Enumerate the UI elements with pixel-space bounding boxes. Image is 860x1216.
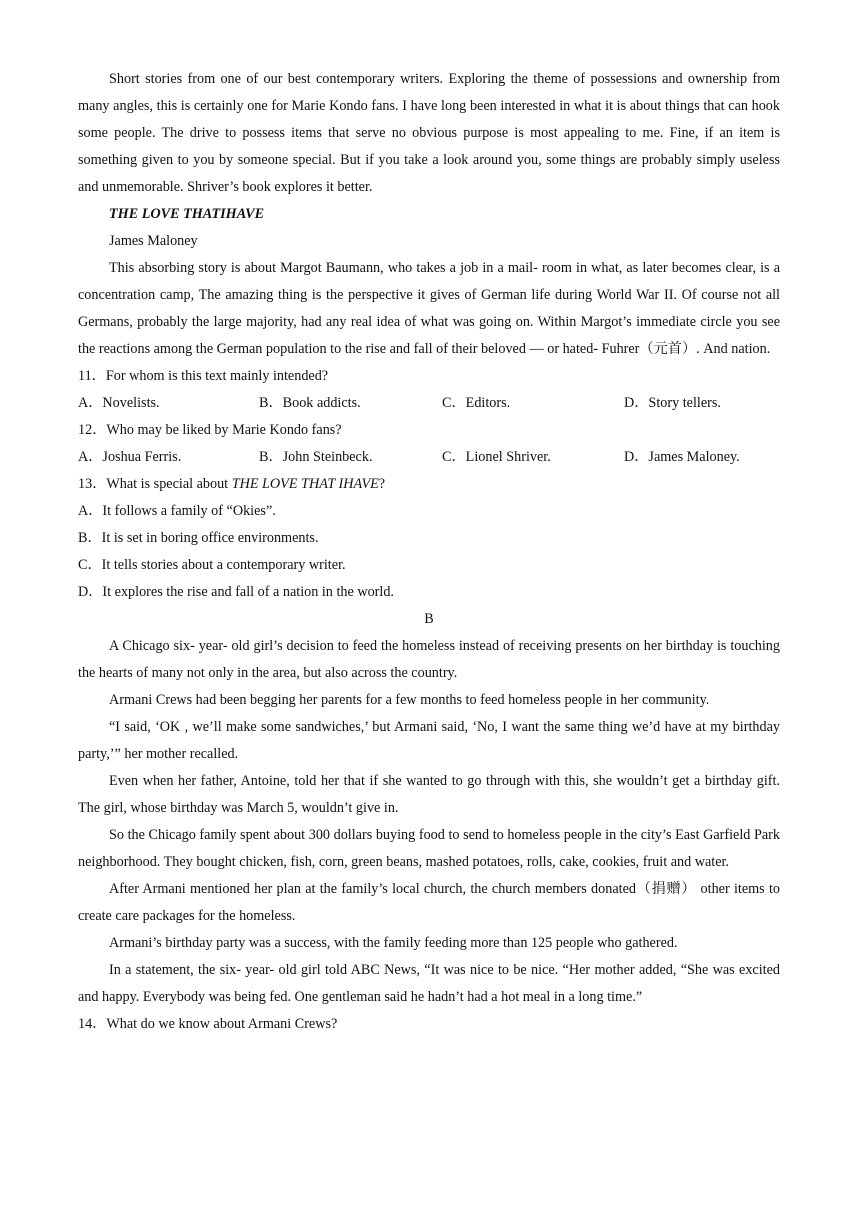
option-c: C．It tells stories about a contemporary writer. bbox=[78, 557, 346, 573]
option-b: B．Book addicts. bbox=[259, 395, 361, 411]
passage-b-paragraph: So the Chicago family spent about 300 dollars buying food to send to homeless people in the city’s East Garfield Park neighborhood. They bought chicken, fish, corn, green beans, mashed potatoes, rolls, cake, cookies, fruit and water. bbox=[78, 827, 780, 870]
passage-b-paragraph: Armani’s birthday party was a success, with the family feeding more than 125 people who gathered. bbox=[109, 935, 678, 951]
question-number: 12． bbox=[78, 422, 107, 438]
question-11-options bbox=[78, 390, 780, 417]
question-number: 11． bbox=[78, 368, 106, 384]
passage-b-paragraph: After Armani mentioned her plan at the family’s local church, the church members donated（捐赠） other items to create care packages for the homeless. bbox=[78, 881, 780, 924]
question-12 bbox=[78, 417, 780, 444]
option-d: D．James Maloney. bbox=[624, 449, 740, 465]
option-d: D．It explores the rise and fall of a nation in the world. bbox=[78, 584, 394, 600]
question-14 bbox=[78, 1011, 780, 1038]
question-11 bbox=[78, 363, 780, 390]
question-13 bbox=[78, 471, 780, 498]
question-text-suffix: ? bbox=[378, 476, 386, 492]
passage-a-paragraph-1: Short stories from one of our best contemporary writers. Exploring the theme of possessions and ownership from many angles, this is certainly one for Marie Kondo fans. I have long been interested in what it is about things that can hook some people. The drive to possess items that serve no obvious purpose is most appealing to me. Fine, if an item is something given to you by someone special. But if you take a look around you, some things are probably simply useless and unmemorable. Shriver’s book explores it better. bbox=[78, 71, 780, 195]
question-number: 14． bbox=[78, 1016, 107, 1032]
passage-b-paragraph: “I said, ‘OK , we’ll make some sandwiches,’ but Armani said, ‘No, I want the same thing we’d have at my birthday party,’” her mother recalled. bbox=[78, 719, 780, 762]
question-12-options bbox=[78, 444, 780, 471]
question-text-italic-title: THE LOVE THAT IHAVE bbox=[231, 476, 379, 492]
section-b-heading: B bbox=[424, 611, 434, 627]
passage-b-paragraph: Even when her father, Antoine, told her that if she wanted to go through with this, she wouldn’t get a birthday gift. The girl, whose birthday was March 5, wouldn’t give in. bbox=[78, 773, 780, 816]
passage-b-paragraph: Armani Crews had been begging her parents for a few months to feed homeless people in her community. bbox=[109, 692, 710, 708]
book-author: James Maloney bbox=[109, 233, 198, 249]
option-c: C．Lionel Shriver. bbox=[442, 449, 551, 465]
question-text: What do we know about Armani Crews? bbox=[106, 1016, 338, 1032]
option-a: A．Joshua Ferris. bbox=[78, 449, 182, 465]
question-number: 13． bbox=[78, 476, 107, 492]
question-text-prefix: What is special about bbox=[106, 476, 232, 492]
question-text: For whom is this text mainly intended? bbox=[105, 368, 329, 384]
passage-b-paragraph: A Chicago six- year- old girl’s decision to feed the homeless instead of receiving presents on her birthday is touching the hearts of many not only in the area, but also across the country. bbox=[78, 638, 780, 681]
option-d: D．Story tellers. bbox=[624, 395, 721, 411]
passage-a-paragraph-2: This absorbing story is about Margot Baumann, who takes a job in a mail- room in what, as later becomes clear, is a concentration camp, The amazing thing is the perspective it gives of German life during World War II. Of course not all Germans, probably the large majority, had any real idea of what was going on. Within Margot’s immediate circle you see the reactions among the German population to the rise and fall of their beloved — or hated- Fuhrer（元首）. And nation. bbox=[78, 260, 780, 357]
option-c: C．Editors. bbox=[442, 395, 511, 411]
book-title: THE LOVE THATIHAVE bbox=[109, 206, 265, 222]
option-a: A．It follows a family of “Okies”. bbox=[78, 503, 276, 519]
option-b: B．John Steinbeck. bbox=[259, 449, 373, 465]
question-text: Who may be liked by Marie Kondo fans? bbox=[106, 422, 342, 438]
option-a: A．Novelists. bbox=[78, 395, 160, 411]
document-page bbox=[78, 66, 780, 1038]
option-b: B．It is set in boring office environments. bbox=[78, 530, 319, 546]
passage-b-paragraph: In a statement, the six- year- old girl told ABC News, “It was nice to be nice. “Her mother added, “She was excited and happy. Everybody was being fed. One gentleman said he hadn’t had a hot meal in a long time.” bbox=[78, 962, 780, 1005]
